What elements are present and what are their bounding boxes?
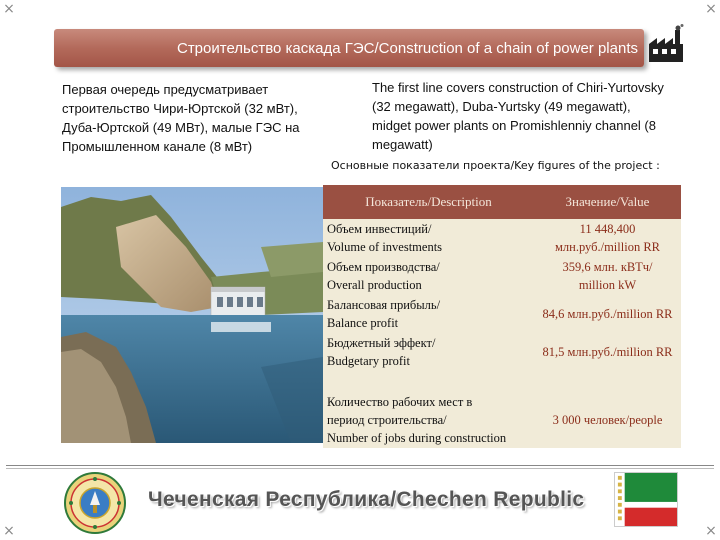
table-cell-value <box>534 219 681 257</box>
table-cell-value <box>534 371 681 448</box>
table-cell-value <box>534 257 681 295</box>
page-title: Строительство каскада ГЭС/Construction of a chain of power plants <box>176 39 638 57</box>
value-line-1: 3 000 человек/people <box>552 413 663 427</box>
description-ru: Объем производства/ <box>327 260 440 274</box>
value-line-1: 11 448,400 <box>579 222 636 236</box>
footer-divider <box>6 468 714 469</box>
coat-of-arms-emblem <box>62 471 128 535</box>
table-row <box>323 371 681 448</box>
table-row <box>323 219 681 257</box>
description-ru: Объем инвестиций/ <box>327 222 432 236</box>
description-en: Number of jobs during construction <box>327 431 507 445</box>
footer-divider <box>6 465 714 466</box>
table-cell-value <box>534 295 681 333</box>
table-header-row <box>323 185 681 219</box>
description-en: Budgetary profit <box>327 354 410 368</box>
table-cell-description <box>323 295 534 333</box>
value-line-2: million kW <box>578 278 637 292</box>
description-ru: Бюджетный эффект/ <box>327 336 436 350</box>
intro-text-ru: Первая очередь предусматривает строительство Чири-Юртской (32 мВт), Дуба-Юртской (49 МВт), малые ГЭС на Промышленном канале (8 мВт) <box>62 82 300 154</box>
table-row <box>323 295 681 333</box>
hydro-plant-photo <box>61 187 323 443</box>
corner-mark-icon: × <box>705 1 717 17</box>
description-ru-2: период строительства/ <box>327 413 447 427</box>
column-header-value: Значение/Value <box>534 185 681 219</box>
column-header-description: Показатель/Description <box>323 185 534 219</box>
table-row <box>323 257 681 295</box>
table-cell-description <box>323 219 534 257</box>
table-cell-description <box>323 371 534 448</box>
corner-mark-icon: × <box>705 523 717 539</box>
table-row <box>323 333 681 371</box>
description-ru: Количество рабочих мест в <box>327 395 473 409</box>
value-line-1: 84,6 млн.руб./million RR <box>542 307 673 321</box>
value-line-1: 81,5 млн.руб./million RR <box>542 345 673 359</box>
description-en: Balance profit <box>327 316 399 330</box>
corner-mark-icon: × <box>3 523 15 539</box>
title-bar <box>54 29 644 67</box>
value-line-2: млн.руб./million RR <box>554 240 660 254</box>
corner-mark-icon: × <box>3 1 15 17</box>
key-figures-table <box>323 185 681 448</box>
value-line-1: 359,6 млн. кВТч/ <box>562 260 653 274</box>
region-title: Чеченская Республика/Chechen Republic <box>148 488 585 511</box>
table-cell-value <box>534 333 681 371</box>
table-cell-description <box>323 257 534 295</box>
description-en: Volume of investments <box>327 240 443 254</box>
table-cell-description <box>323 333 534 371</box>
intro-text-en: The first line covers construction of Chiri-Yurtovsky (32 megawatt), Duba-Yurtsky (49 megawatt), midget power plants on Promishlenniy channel (8 megawatt) <box>372 80 664 152</box>
chechen-flag <box>614 472 678 527</box>
description-ru: Балансовая прибыль/ <box>327 298 441 312</box>
description-en: Overall production <box>327 278 422 292</box>
factory-icon <box>647 24 685 64</box>
table-caption: Основные показатели проекта/Key figures of the project : <box>331 159 660 172</box>
